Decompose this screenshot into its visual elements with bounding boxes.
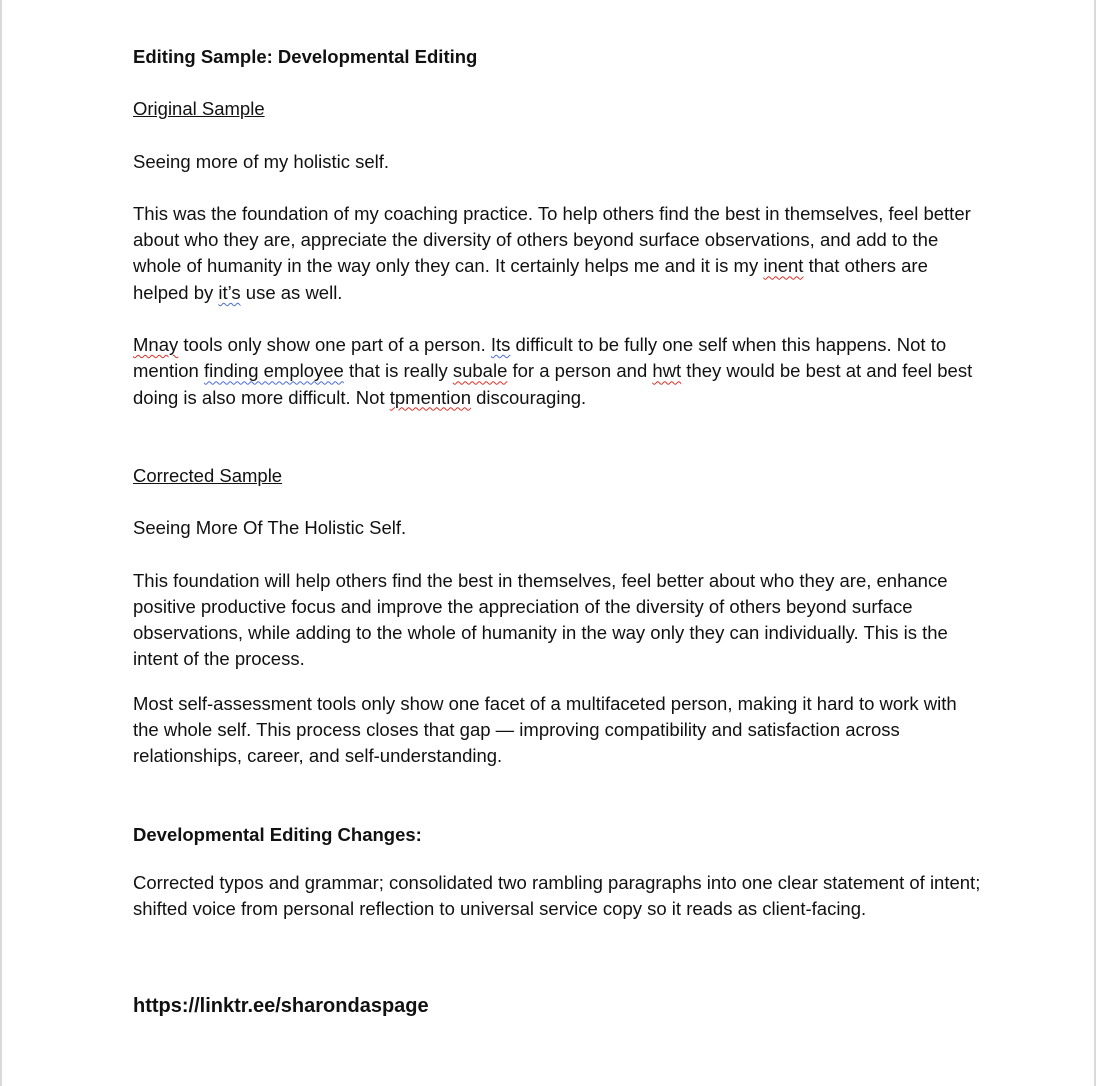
corrected-sample-label: Corrected Sample (133, 464, 283, 486)
original-paragraph-2 (133, 332, 983, 411)
text-segment: for a person and (507, 360, 653, 382)
grammar-flagged-word[interactable]: finding employee (203, 360, 344, 382)
grammar-flagged-word[interactable]: Its (490, 334, 511, 356)
misspelled-word[interactable]: Mnay (133, 334, 179, 356)
text-segment: difficult to be fully one self when this happens. Not to mention (133, 334, 947, 382)
original-sample-label: Original Sample (133, 98, 265, 120)
original-heading-line: Seeing more of my holistic self. (133, 150, 390, 172)
text-segment: use as well. (240, 281, 343, 303)
changes-body: Corrected typos and grammar; consolidated two rambling paragraphs into one clear statement of intent; shifted voice from personal reflection to universal service copy so it reads as client-facing. (133, 871, 981, 920)
misspelled-word[interactable]: hwt (652, 360, 682, 382)
original-paragraph-1 (133, 201, 983, 306)
text-segment: that is really (343, 360, 453, 382)
document-body (133, 44, 983, 1019)
text-segment: tools only show one part of a person. (178, 334, 491, 356)
misspelled-word[interactable]: subale (452, 360, 508, 382)
text-segment: discouraging. (470, 386, 587, 408)
changes-heading: Developmental Editing Changes: (133, 823, 422, 845)
corrected-heading-line: Seeing More Of The Holistic Self. (133, 517, 407, 539)
corrected-paragraph-2: Most self-assessment tools only show one facet of a multifaceted person, making it hard to work with the whole self. This process closes that gap — improving compatibility and satisfaction across relationships, career, and self-understanding. (133, 692, 957, 767)
text-segment: This was the foundation of my coaching practice. To help others find the best in themselves, feel better about who they are, appreciate the diversity of others beyond surface observations, and add to the whole of humanity in the way only they can. It certainly helps me and it is my (133, 202, 971, 277)
misspelled-word[interactable]: inent (763, 255, 804, 277)
linktree-link[interactable]: https://linktr.ee/sharondaspage (133, 994, 429, 1017)
misspelled-word[interactable]: tpmention (389, 386, 471, 408)
grammar-flagged-word[interactable]: it’s (218, 281, 241, 303)
text-segment: that others are helped by (133, 255, 928, 303)
text-segment: they would be best at and feel best doing is also more difficult. Not (133, 360, 973, 408)
document-title: Editing Sample: Developmental Editing (133, 46, 478, 67)
corrected-paragraph-1: This foundation will help others find the best in themselves, feel better about who they are, enhance positive productive focus and improve the appreciation of the diversity of others beyond surface observations, while adding to the whole of humanity in the way only they can individually. This is the intent of the process. (133, 569, 948, 670)
